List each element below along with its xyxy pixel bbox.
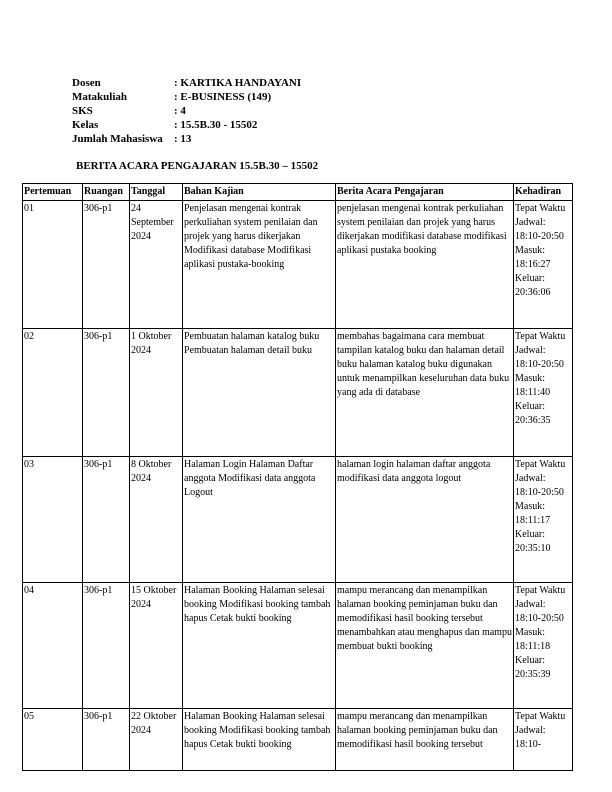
page-title: BERITA ACARA PENGAJARAN 15.5B.30 – 15502 [76, 160, 319, 172]
header-bahan-kajian: Bahan Kajian [183, 184, 336, 201]
table-header-row [23, 184, 573, 201]
cell-kehadiran: Tepat Waktu Jadwal: 18:10- [514, 709, 573, 771]
cell-ruangan: 306-p1 [83, 201, 130, 329]
info-value: : KARTIKA HANDAYANI [174, 77, 302, 89]
info-row-kelas [72, 118, 301, 132]
info-value: : 4 [174, 105, 186, 117]
cell-kehadiran: Tepat Waktu Jadwal: 18:10-20:50 Masuk: 18:11:17 Keluar: 20:35:10 [514, 457, 573, 583]
cell-pertemuan: 03 [23, 457, 83, 583]
cell-ruangan: 306-p1 [83, 709, 130, 771]
cell-ruangan: 306-p1 [83, 583, 130, 709]
cell-kehadiran: Tepat Waktu Jadwal: 18:10-20:50 Masuk: 18:16:27 Keluar: 20:36:06 [514, 201, 573, 329]
cell-pertemuan: 01 [23, 201, 83, 329]
cell-berita-acara: mampu merancang dan menampilkan halaman booking peminjaman buku dan memodifikasi hasil booking tersebut menambahkan atau menghapus dan mampu membuat bukti booking [336, 583, 514, 709]
attendance-table [22, 183, 573, 771]
cell-tanggal: 1 Oktober 2024 [130, 329, 183, 457]
table-row [23, 457, 573, 583]
info-row-dosen [72, 76, 301, 90]
info-row-sks [72, 104, 301, 118]
cell-bahan-kajian: Penjelasan mengenai kontrak perkuliahan system penilaian dan projek yang harus dikerjakan Modifikasi database Modifikasi aplikasi pustaka-booking [183, 201, 336, 329]
info-label: Kelas [72, 119, 99, 131]
cell-bahan-kajian: Halaman Booking Halaman selesai booking Modifikasi booking tambah hapus Cetak bukti booking [183, 583, 336, 709]
cell-tanggal: 24 September 2024 [130, 201, 183, 329]
info-value: : 13 [174, 133, 192, 145]
cell-tanggal: 15 Oktober 2024 [130, 583, 183, 709]
cell-ruangan: 306-p1 [83, 329, 130, 457]
cell-berita-acara: penjelasan mengenai kontrak perkuliahan system penilaian dan projek yang harus dikerjakan modifikasi database modifikasi aplikasi pustaka booking [336, 201, 514, 329]
cell-pertemuan: 04 [23, 583, 83, 709]
header-ruangan: Ruangan [83, 184, 130, 201]
cell-berita-acara: mampu merancang dan menampilkan halaman booking peminjaman buku dan memodifikasi hasil booking tersebut [336, 709, 514, 771]
table-row [23, 583, 573, 709]
cell-kehadiran: Tepat Waktu Jadwal: 18:10-20:50 Masuk: 18:11:40 Keluar: 20:36:35 [514, 329, 573, 457]
cell-pertemuan: 02 [23, 329, 83, 457]
cell-tanggal: 8 Oktober 2024 [130, 457, 183, 583]
course-info [72, 76, 301, 146]
info-label: Matakuliah [72, 91, 128, 103]
cell-berita-acara: halaman login halaman daftar anggota modifikasi data anggota logout [336, 457, 514, 583]
table-row [23, 201, 573, 329]
cell-tanggal: 22 Oktober 2024 [130, 709, 183, 771]
cell-berita-acara: membahas bagaimana cara membuat tampilan katalog buku dan halaman detail buku halaman katalog buku digunakan untuk menampilkan keseluruhan data buku yang ada di database [336, 329, 514, 457]
info-row-matakuliah [72, 90, 301, 104]
cell-pertemuan: 05 [23, 709, 83, 771]
header-tanggal: Tanggal [130, 184, 183, 201]
table-row [23, 709, 573, 771]
header-pertemuan: Pertemuan [23, 184, 83, 201]
header-kehadiran: Kehadiran [514, 184, 573, 201]
cell-ruangan: 306-p1 [83, 457, 130, 583]
cell-bahan-kajian: Halaman Booking Halaman selesai booking Modifikasi booking tambah hapus Cetak bukti booking [183, 709, 336, 771]
table-row [23, 329, 573, 457]
header-berita-acara: Berita Acara Pengajaran [336, 184, 514, 201]
info-label: Jumlah Mahasiswa [72, 133, 163, 145]
info-value: : 15.5B.30 - 15502 [174, 119, 258, 131]
info-row-jumlah [72, 132, 301, 146]
cell-kehadiran: Tepat Waktu Jadwal: 18:10-20:50 Masuk: 18:11:18 Keluar: 20:35:39 [514, 583, 573, 709]
cell-bahan-kajian: Pembuatan halaman katalog buku Pembuatan halaman detail buku [183, 329, 336, 457]
info-label: SKS [72, 105, 93, 117]
info-label: Dosen [72, 77, 101, 89]
cell-bahan-kajian: Halaman Login Halaman Daftar anggota Modifikasi data anggota Logout [183, 457, 336, 583]
info-value: : E-BUSINESS (149) [174, 91, 272, 103]
